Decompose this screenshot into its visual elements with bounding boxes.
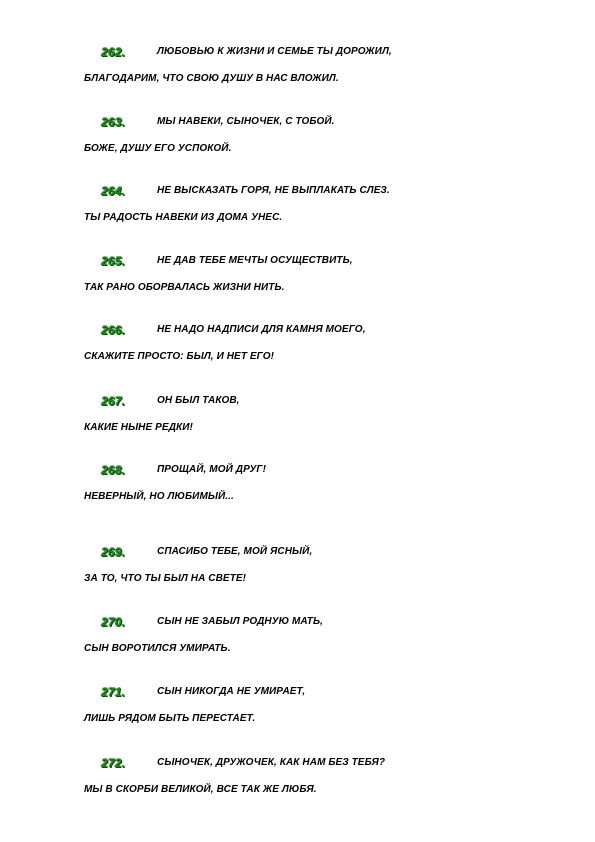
entry-line-2: БОЖЕ, ДУШУ ЕГО УСПОКОЙ. [84,143,232,154]
entry-line-1: СЫН НЕ ЗАБЫЛ РОДНУЮ МАТЬ, [157,616,324,627]
entry-number: 268. [101,463,126,477]
entry-line-1: НЕ ДАВ ТЕБЕ МЕЧТЫ ОСУЩЕСТВИТЬ, [157,255,353,266]
entry-line-2: КАКИЕ НЫНЕ РЕДКИ! [84,422,193,433]
entry-line-1: СЫНОЧЕК, ДРУЖОЧЕК, КАК НАМ БЕЗ ТЕБЯ? [157,757,386,768]
entry-number: 272. [101,756,126,770]
entry-line-2: ТАК РАНО ОБОРВАЛАСЬ ЖИЗНИ НИТЬ. [84,282,285,293]
entry-line-1: ПРОЩАЙ, МОЙ ДРУГ! [157,464,267,475]
entry-line-1: СПАСИБО ТЕБЕ, МОЙ ЯСНЫЙ, [157,546,313,557]
entry-number: 265. [101,254,126,268]
entry-line-1: СЫН НИКОГДА НЕ УМИРАЕТ, [157,686,306,697]
entry-line-2: НЕВЕРНЫЙ, НО ЛЮБИМЫЙ... [84,491,234,502]
entry-line-2: ТЫ РАДОСТЬ НАВЕКИ ИЗ ДОМА УНЕС. [84,212,283,223]
entry-number: 269. [101,545,126,559]
entry-line-1: ОН БЫЛ ТАКОВ, [157,395,240,406]
entry-line-2: ЛИШЬ РЯДОМ БЫТЬ ПЕРЕСТАЕТ. [84,713,256,724]
entry-number: 271. [101,685,126,699]
entry-line-2: БЛАГОДАРИМ, ЧТО СВОЮ ДУШУ В НАС ВЛОЖИЛ. [84,73,339,84]
entry-line-1: ЛЮБОВЬЮ К ЖИЗНИ И СЕМЬЕ ТЫ ДОРОЖИЛ, [157,46,392,57]
entry-line-2: СКАЖИТЕ ПРОСТО: БЫЛ, И НЕТ ЕГО! [84,351,275,362]
entry-line-2: ЗА ТО, ЧТО ТЫ БЫЛ НА СВЕТЕ! [84,573,247,584]
entry-line-1: НЕ ВЫСКАЗАТЬ ГОРЯ, НЕ ВЫПЛАКАТЬ СЛЕЗ. [157,185,390,196]
entry-number: 270. [101,615,126,629]
entry-number: 262. [101,45,126,59]
entry-line-1: МЫ НАВЕКИ, СЫНОЧЕК, С ТОБОЙ. [157,116,335,127]
entry-number: 266. [101,323,126,337]
entry-number: 267. [101,394,126,408]
entry-number: 263. [101,115,126,129]
entry-line-2: МЫ В СКОРБИ ВЕЛИКОЙ, ВСЕ ТАК ЖЕ ЛЮБЯ. [84,784,317,795]
entry-line-1: НЕ НАДО НАДПИСИ ДЛЯ КАМНЯ МОЕГО, [157,324,366,335]
entry-number: 264. [101,184,126,198]
entry-line-2: СЫН ВОРОТИЛСЯ УМИРАТЬ. [84,643,231,654]
